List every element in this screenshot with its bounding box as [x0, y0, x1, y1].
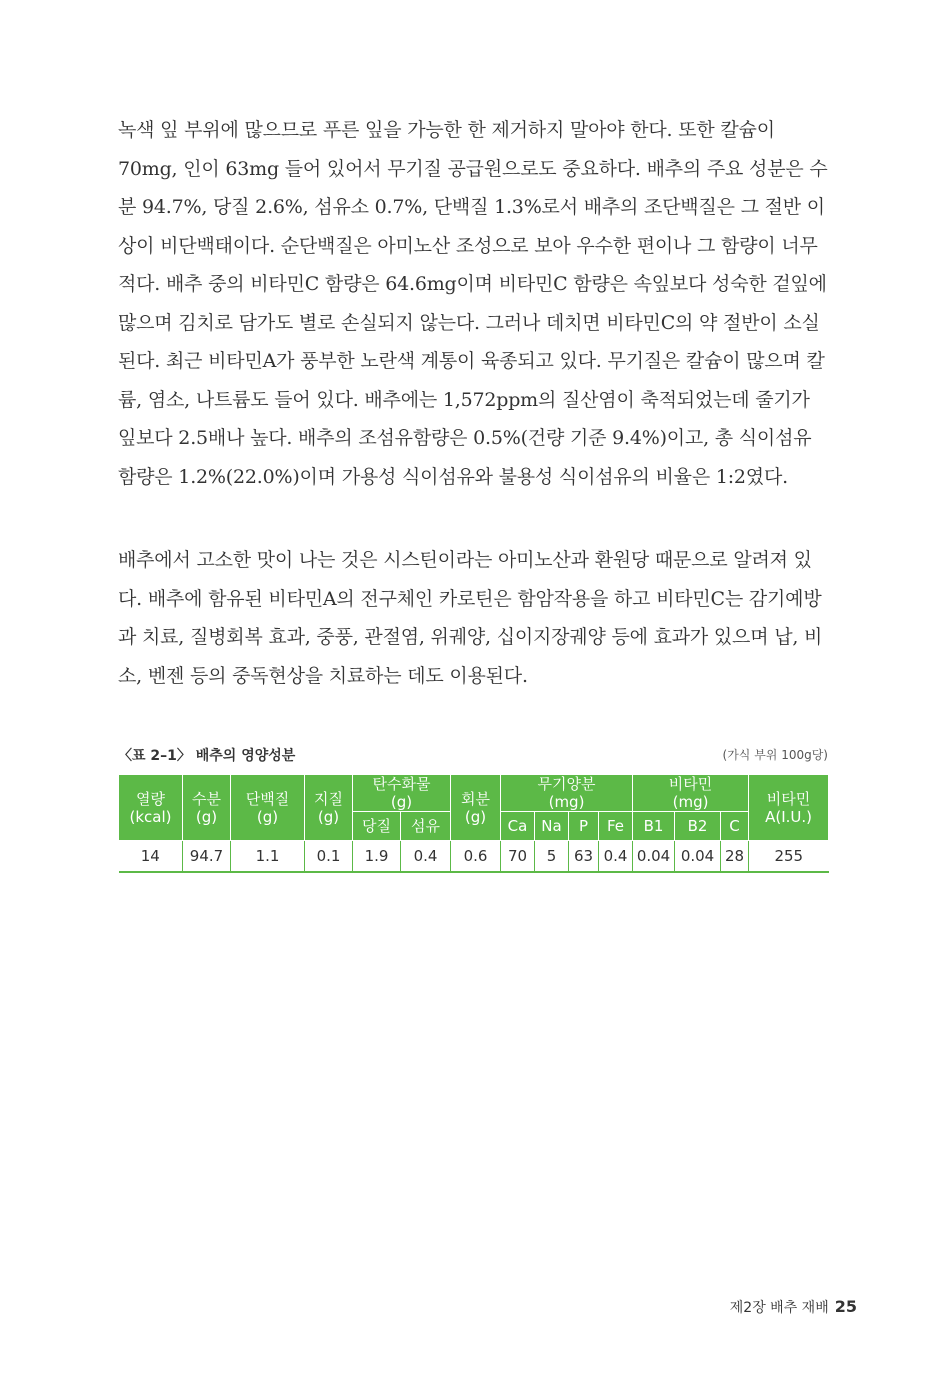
header-carb: 탄수화물 (g) [353, 775, 451, 812]
header-vitamin: 비타민 (mg) [633, 775, 749, 812]
table-caption-row [118, 745, 828, 765]
header-ash: 회분 (g) [451, 775, 501, 841]
cell-b1: 0.04 [633, 841, 675, 873]
cell-carb-fiber: 0.4 [401, 841, 451, 873]
header-vit-c: C [721, 812, 749, 841]
body-paragraph-1: 녹색 잎 부위에 많으므로 푸른 잎을 가능한 한 제거하지 말아야 한다. 또한 칼슘이 70mg, 인이 63mg 들어 있어서 무기질 공급원으로도 중요하다. 배추의 주요 성분은 수분 94.7%, 당질 2.6%, 섬유소 0.7%, 단백질 1.3%로서 배추의 조단백질은 그 절반 이상이 비단백태이다. 순단백질은 아미노산 조성으로 보아 우수한 편이나 그 함량이 너무 적다. 배추 중의 비타민C 함량은 64.6mg이며 비타민C 함량은 속잎보다 성숙한 겉잎에 많으며 김치로 담가도 별로 손실되지 않는다. 그러나 데치면 비타민C의 약 절반이 소실된다. 최근 비타민A가 풍부한 노란색 계통이 육종되고 있다. 무기질은 칼슘이 많으며 칼륨, 염소, 나트륨도 들어 있다. 배추에는 1,572ppm의 질산염이 축적되었는데 줄기가 잎보다 2.5배나 높다. 배추의 조섬유함량은 0.5%(건량 기준 9.4%)이고, 총 식이섬유 함량은 1.2%(22.0%)이며 가용성 식이섬유와 불용성 식이섬유의 비율은 1:2였다. [118, 119, 828, 488]
table-caption: 〈표 2–1〉 배추의 영양성분 [118, 748, 296, 764]
cell-b2: 0.04 [675, 841, 721, 873]
body-paragraph-2: 배추에서 고소한 맛이 나는 것은 시스틴이라는 아미노산과 환원당 때문으로 알려져 있다. 배추에 함유된 비타민A의 전구체인 카로틴은 함암작용을 하고 비타민C는 감기예방과 치료, 질병회복 효과, 중풍, 관절염, 위궤양, 십이지장궤양 등에 효과가 있으며 납, 비소, 벤젠 등의 중독현상을 치료하는 데도 이용된다. [118, 549, 823, 687]
header-vitamin-a: 비타민 A(I.U.) [749, 775, 829, 841]
cell-ca: 70 [501, 841, 535, 873]
header-protein: 단백질 (g) [231, 775, 305, 841]
header-energy: 열량 (kcal) [119, 775, 183, 841]
header-mineral-na: Na [535, 812, 569, 841]
cell-c: 28 [721, 841, 749, 873]
cell-fe: 0.4 [599, 841, 633, 873]
header-fat: 지질 (g) [305, 775, 353, 841]
page-number: 25 [834, 1297, 857, 1316]
header-carb-sugar: 당질 [353, 812, 401, 841]
header-mineral-fe: Fe [599, 812, 633, 841]
nutrition-table [118, 774, 829, 873]
cell-water: 94.7 [183, 841, 231, 873]
cell-na: 5 [535, 841, 569, 873]
cell-p: 63 [569, 841, 599, 873]
table-unit-note: (가식 부위 100g당) [722, 748, 828, 762]
header-carb-fiber: 섬유 [401, 812, 451, 841]
cell-protein: 1.1 [231, 841, 305, 873]
header-water: 수분 (g) [183, 775, 231, 841]
header-mineral-p: P [569, 812, 599, 841]
page-footer [730, 1297, 857, 1317]
cell-fat: 0.1 [305, 841, 353, 873]
cell-carb-sugar: 1.9 [353, 841, 401, 873]
cell-ash: 0.6 [451, 841, 501, 873]
header-mineral: 무기양분 (mg) [501, 775, 633, 812]
cell-energy: 14 [119, 841, 183, 873]
header-mineral-ca: Ca [501, 812, 535, 841]
footer-chapter: 제2장 배추 재배 [729, 1300, 829, 1316]
table-row [119, 841, 829, 873]
header-vit-b1: B1 [633, 812, 675, 841]
header-vit-b2: B2 [675, 812, 721, 841]
cell-vit-a: 255 [749, 841, 829, 873]
